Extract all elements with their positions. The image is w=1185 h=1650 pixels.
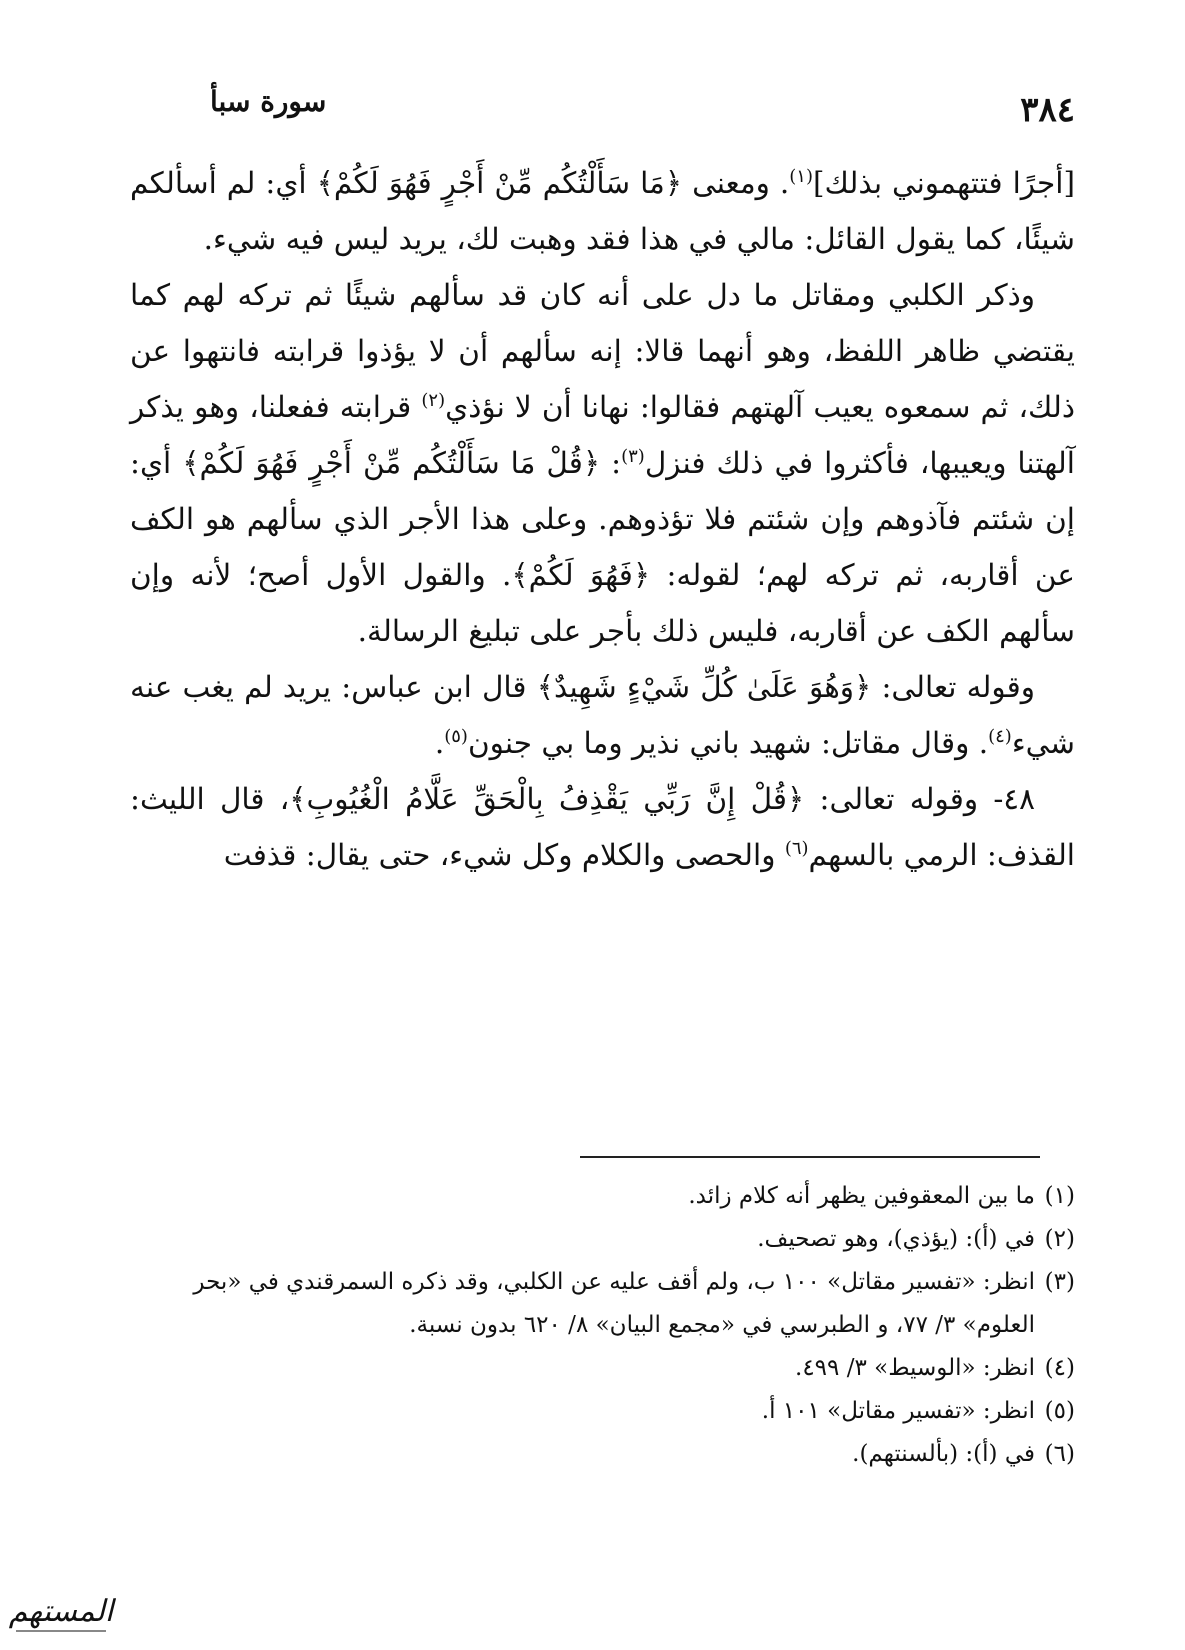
main-text (130, 155, 1075, 883)
paragraph-2: وذكر الكلبي ومقاتل ما دل على أنه كان قد سألهم شيئًا ثم تركه لهم كما يقتضي ظاهر اللفظ، وهو أنهما قالا: إنه سألهم أن لا يؤذوا قرابته فانتهوا عن ذلك، ثم سمعوه يعيب آلهتهم فقالوا: نهانا أن لا نؤذي$^{(٢)}$ قرابته ففعلنا، وهو يذكر آلهتنا ويعيبها، فأكثروا في ذلك فنزل$^{(٣)}$: ﴿قُلْ مَا سَأَلْتُكُم مِّنْ أَجْرٍ فَهُوَ لَكُمْ﴾ أي: إن شئتم فآذوهم وإن شئتم فلا تؤذوهم. وعلى هذا الأجر الذي سألهم هو الكف عن أقاربه، ثم تركه لهم؛ لقوله: ﴿فَهُوَ لَكُمْ﴾. والقول الأول أصح؛ لأنه وإن سألهم الكف عن أقاربه، فليس ذلك بأجر على تبليغ الرسالة. (130, 278, 1075, 648)
footnote-divider (580, 1156, 1040, 1158)
running-title: سورة سبأ (210, 84, 327, 118)
footnote-ref-4: (٤) (988, 726, 1012, 748)
page-number: ٣٨٤ (1020, 90, 1075, 130)
footnote-ref-5: (٥) (444, 726, 468, 748)
footnote-item: (٥) انظر: «تفسير مقاتل» ١٠١ أ. (761, 1398, 1075, 1424)
footnote-ref-6: (٦) (784, 838, 809, 860)
footnote-item: (١) ما بين المعقوفين يظهر أنه كلام زائد. (688, 1183, 1075, 1209)
footnote-ref-2: (٢) (421, 390, 446, 412)
footnote-ref-1: (١) (789, 166, 813, 188)
paragraph-1: [أجرًا فتتهموني بذلك]$^{(١)}$. ومعنى ﴿مَا سَأَلْتُكُم مِّنْ أَجْرٍ فَهُوَ لَكُمْ﴾ أي: لم أسألكم شيئًا، كما يقول القائل: مالي في هذا فقد وهبت لك، يريد ليس فيه شيء. (130, 166, 1075, 256)
footnotes (130, 1175, 1075, 1476)
paragraph-4: ٤٨- وقوله تعالى: ﴿قُلْ إِنَّ رَبِّي يَقْذِفُ بِالْحَقِّ عَلَّامُ الْغُيُوبِ﴾، قال الليث: القذف: الرمي بالسهم$^{(٦)}$ والحصى والكلام وكل شيء، حتى يقال: قذفت (130, 782, 1075, 872)
page-header (130, 80, 1075, 140)
footnote-ref-3: (٣) (621, 446, 645, 468)
footnote-item: (٢) في (أ): (يؤذي)، وهو تصحيف. (757, 1226, 1075, 1252)
footnote-item: (٣) انظر: «تفسير مقاتل» ١٠٠ ب، ولم أقف عليه عن الكلبي، وقد ذكره السمرقندي في «بحر العلوم» ٣/ ٧٧، و الطبرسي في «مجمع البيان» ٨/ ٦٢٠ بدون نسبة. (193, 1269, 1075, 1338)
logo-text: المستهم (8, 1594, 114, 1629)
paragraph-3: وقوله تعالى: ﴿وَهُوَ عَلَىٰ كُلِّ شَيْءٍ شَهِيدٌ﴾ قال ابن عباس: يريد لم يغب عنه شيء$^{(٤)}$. وقال مقاتل: شهيد باني نذير وما بي جنون$^{(٥)}$. (130, 670, 1075, 760)
footnote-item: (٦) في (أ): (بألسنتهم). (852, 1441, 1075, 1467)
footnote-item: (٤) انظر: «الوسيط» ٣/ ٤٩٩. (795, 1355, 1075, 1381)
publisher-logo-icon (6, 1585, 116, 1640)
